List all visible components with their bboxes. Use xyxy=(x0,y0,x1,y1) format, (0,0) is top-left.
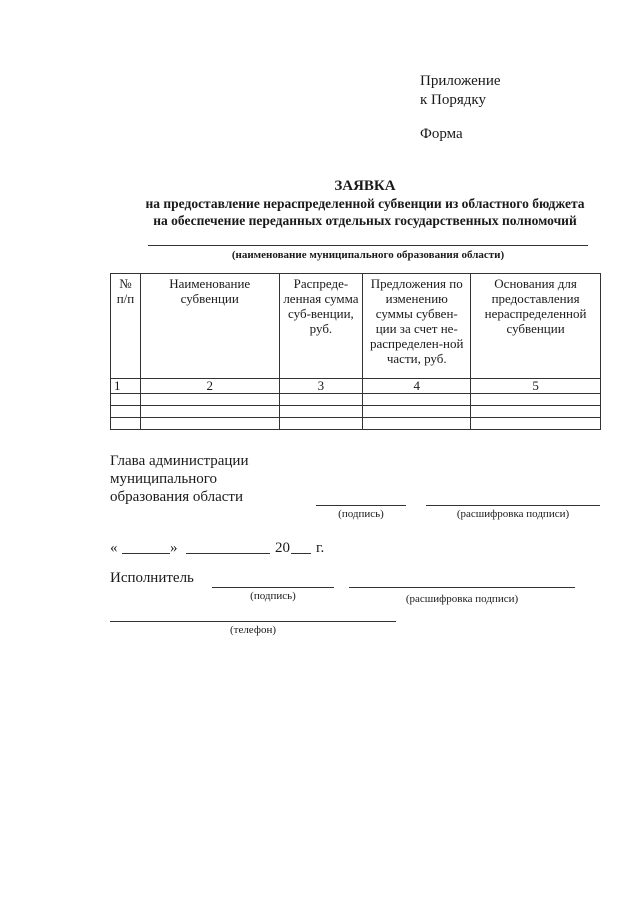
form-label: Форма xyxy=(420,126,463,142)
table-row xyxy=(111,418,601,430)
executor-signature-caption: (подпись) xyxy=(250,590,296,602)
date-open-quote: « xyxy=(110,540,118,556)
head-title-line-3: образования области xyxy=(110,489,244,505)
table-column-numbers-row xyxy=(111,379,601,394)
table-header-row xyxy=(111,274,601,379)
executor-decoding-caption: (расшифровка подписи) xyxy=(405,593,519,605)
column-number: 5 xyxy=(471,379,601,394)
executor-signature-line xyxy=(212,587,334,588)
column-number: 3 xyxy=(279,379,363,394)
head-title-line-2: муниципального xyxy=(110,471,218,487)
executor-decoding-line xyxy=(349,587,575,588)
column-header-number: № п/п xyxy=(111,274,141,379)
column-number: 1 xyxy=(111,379,141,394)
executor-label: Исполнитель xyxy=(110,570,194,586)
subvention-table xyxy=(110,273,601,430)
appendix-line-1: Приложение xyxy=(420,73,501,89)
document-subtitle-line-2: на обеспечение переданных отдельных государственных полномочий xyxy=(153,213,577,228)
appendix-line-2: к Порядку xyxy=(420,92,486,108)
executor-phone-caption: (телефон) xyxy=(229,624,277,636)
date-close-quote: » xyxy=(170,540,178,556)
head-signature-caption: (подпись) xyxy=(338,508,384,520)
head-title-line-1: Глава администрации xyxy=(110,453,249,469)
table-cell xyxy=(471,418,601,430)
table-row xyxy=(111,394,601,406)
date-year-line xyxy=(291,553,311,554)
column-header-subvention-name: Наименование субвенции xyxy=(140,274,279,379)
table-cell xyxy=(471,406,601,418)
column-header-change-proposals: Предложения по изменению суммы субвен-ции за счет не-распределен-ной части, руб. xyxy=(363,274,471,379)
column-header-grounds: Основания для предоставления нераспределенной субвенции xyxy=(471,274,601,379)
table-cell xyxy=(111,406,141,418)
column-number: 4 xyxy=(363,379,471,394)
table-cell xyxy=(111,418,141,430)
table-cell xyxy=(140,394,279,406)
head-decoding-line xyxy=(426,505,600,506)
document-subtitle-line-1: на предоставление нераспределенной субвенции из областного бюджета xyxy=(145,196,585,211)
appendix-note xyxy=(420,72,501,110)
head-decoding-caption: (расшифровка подписи) xyxy=(456,508,570,520)
date-month-line xyxy=(186,553,270,554)
head-signature-line xyxy=(316,505,406,506)
table-cell xyxy=(140,418,279,430)
head-title xyxy=(110,452,248,506)
table-cell xyxy=(140,406,279,418)
table-cell xyxy=(279,394,363,406)
column-number: 2 xyxy=(140,379,279,394)
table-cell xyxy=(279,406,363,418)
date-year-suffix: г. xyxy=(316,540,325,556)
table-cell xyxy=(279,418,363,430)
date-year-prefix: 20 xyxy=(275,540,290,556)
municipality-name-line xyxy=(148,245,588,246)
table-cell xyxy=(363,418,471,430)
municipality-caption: (наименование муниципального образования области) xyxy=(231,249,505,261)
table-row xyxy=(111,406,601,418)
table-cell xyxy=(471,394,601,406)
table-cell xyxy=(111,394,141,406)
date-day-line xyxy=(122,553,170,554)
table-cell xyxy=(363,406,471,418)
executor-phone-line xyxy=(110,621,396,622)
table-cell xyxy=(363,394,471,406)
column-header-distributed-amount: Распреде-ленная сумма суб-венции, руб. xyxy=(279,274,363,379)
document-title: ЗАЯВКА xyxy=(334,178,396,194)
